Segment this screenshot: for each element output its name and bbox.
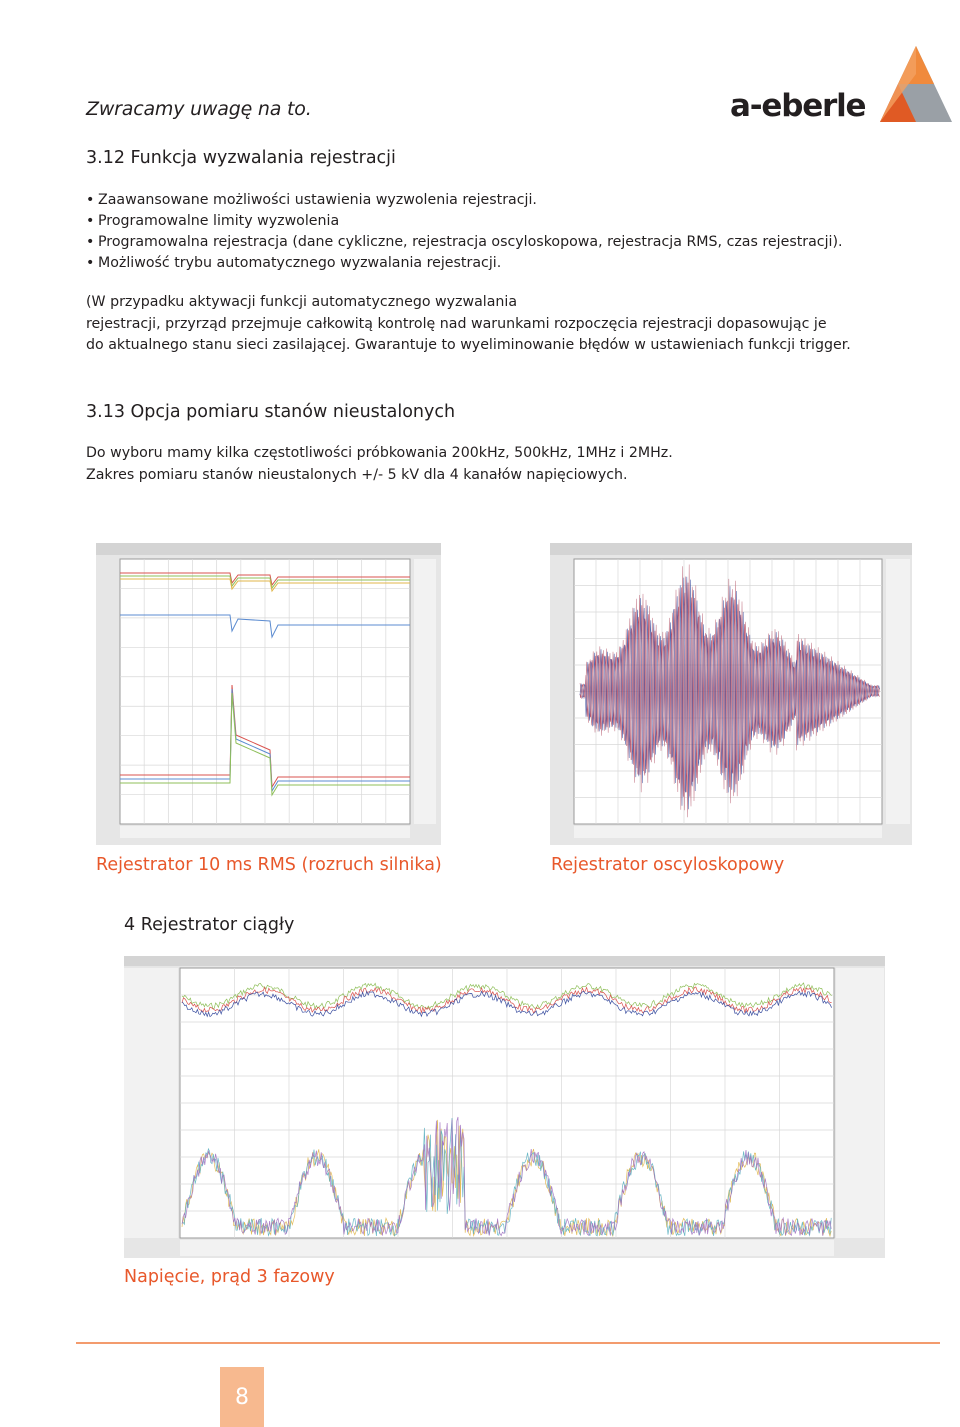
description-line: Do wyboru mamy kilka częstotliwości próbkowania 200kHz, 500kHz, 1MHz i 2MHz. [86,445,673,461]
rms-recorder-screenshot [96,543,441,845]
logo-triangle-icon [870,44,960,126]
transient-description [86,443,886,486]
trigger-note [86,292,886,357]
list-item: • Programowalne limity wyzwolenia [86,211,843,232]
oscilloscope-recorder-screenshot [550,543,912,845]
footer-rule [76,1342,940,1344]
continuous-plot-graphic [124,956,885,1258]
note-line: rejestracji, przyrząd przejmuje całkowitą kontrolę nad warunkami rozpoczęcia rejestracji dopasowując je [86,315,827,332]
list-item: • Programowalna rejestracja (dane cykliczne, rejestracja oscyloskopowa, rejestracja RMS, czas rejestracji). [86,232,843,253]
a-eberle-logo [730,44,960,126]
trigger-feature-list [86,190,843,274]
continuous-caption: Napięcie, prąd 3 fazowy [124,1267,335,1287]
section-313-title: 3.13 Opcja pomiaru stanów nieustalonych [86,402,456,422]
header-tagline: Zwracamy uwagę na to. [86,98,312,120]
section-4-title: 4 Rejestrator ciągły [124,915,295,935]
list-item: • Zaawansowane możliwości ustawienia wyzwolenia rejestracji. [86,190,843,211]
note-line: (W przypadku aktywacji funkcji automatycznego wyzwalania [86,294,518,310]
section-312-title: 3.12 Funkcja wyzwalania rejestracji [86,148,396,168]
rms-plot-graphic [96,543,441,845]
oscilloscope-plot-graphic [550,543,912,845]
logo-text: a-eberle [730,88,866,124]
oscilloscope-caption: Rejestrator oscyloskopowy [551,855,785,875]
rms-caption: Rejestrator 10 ms RMS (rozruch silnika) [96,855,442,875]
description-line: Zakres pomiaru stanów nieustalonych +/- 5 kV dla 4 kanałów napięciowych. [86,466,628,483]
page-number: 8 [220,1367,264,1427]
note-line: do aktualnego stanu sieci zasilającej. Gwarantuje to wyeliminowanie błędów w ustawieniach funkcji trigger. [86,337,851,353]
continuous-recorder-screenshot [124,956,885,1258]
list-item: • Możliwość trybu automatycznego wyzwalania rejestracji. [86,253,843,274]
